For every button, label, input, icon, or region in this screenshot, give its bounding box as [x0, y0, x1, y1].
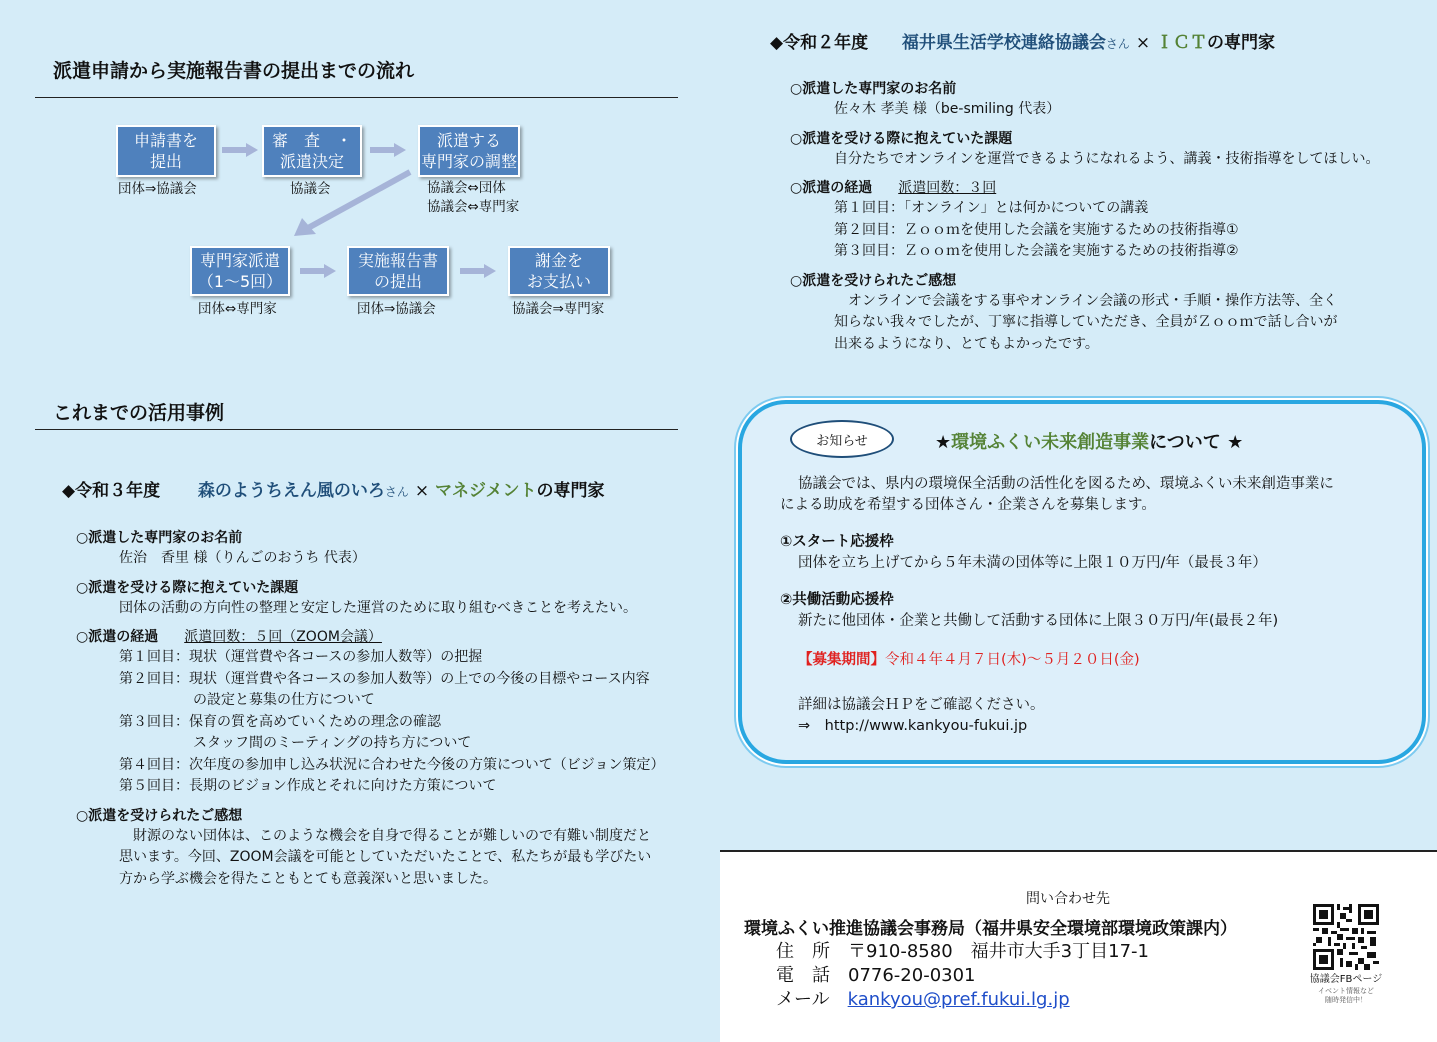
- flow-step-line: 専門家派遣: [199, 251, 280, 270]
- contact-mail-label: メール: [776, 989, 830, 1010]
- case-impression: 財源のない団体は、このような機会を自身で得ることが難しいので有難い制度だと: [119, 827, 651, 844]
- flow-step-apply: [116, 125, 216, 177]
- case-session: 第２回目：現状（運営費や各コースの参加人数等）の上での今後の目標やコース内容: [119, 670, 650, 687]
- contact-tel-label: 電 話: [776, 965, 830, 986]
- flow-step-report: [347, 246, 449, 296]
- notice-tier-text: 団体を立ち上げてから５年未満の団体等に上限１０万円/年（最長３年）: [798, 555, 1267, 571]
- notice-title-suffix: について: [1149, 432, 1221, 453]
- flow-caption: 団体⇒協議会: [357, 301, 436, 317]
- case-impression: 出来るようになり、とてもよかったです。: [834, 335, 1099, 352]
- case-heading: ○派遣を受ける際に抱えていた課題: [790, 130, 1013, 147]
- contact-label: 問い合わせ先: [1026, 891, 1110, 907]
- arrow-diagonal-icon: [290, 168, 415, 240]
- flow-caption: 協議会⇒専門家: [512, 301, 605, 317]
- case-r2-heading: [770, 28, 1275, 53]
- case-expert-name: 佐治 香里 様（りんごのおうち 代表）: [119, 550, 366, 566]
- notice-badge: お知らせ: [790, 420, 894, 458]
- case-san: さん: [384, 485, 409, 499]
- arrow-right-icon: [370, 143, 406, 157]
- notice-title-program: 環境ふくい未来創造事業: [951, 432, 1150, 453]
- flow-step-line: 派遣する: [436, 131, 501, 150]
- notice-period: [780, 650, 1334, 671]
- case-session: 第２回目：Ｚｏｏｍを使用した会議を実施するための技術指導①: [834, 221, 1239, 238]
- star-icon: ★: [1227, 432, 1244, 453]
- qr-sub: イベント情報など: [1318, 987, 1374, 995]
- notice-title: [935, 428, 1243, 454]
- flow-step-line: 実施報告書: [357, 251, 438, 270]
- flow-caption: 団体⇔専門家: [198, 301, 277, 317]
- case-year: ◆令和３年度: [62, 481, 161, 501]
- notice-period-value: 令和４年４月７日(木)～５月２０日(金): [885, 652, 1140, 668]
- case-session: 第４回目：次年度の参加申し込み状況に合わせた今後の方策について（ビジョン策定）: [119, 756, 665, 773]
- case-session: 第１回目：現状（運営費や各コースの参加人数等）の把握: [119, 649, 483, 665]
- qr-sub: 随時発信中！: [1325, 996, 1367, 1004]
- case-session: 第３回目：保育の質を高めていくための理念の確認: [119, 713, 441, 730]
- flow-caption: 団体⇒協議会: [118, 181, 197, 197]
- case-session: 第１回目：「オンライン」とは何かについての講義: [834, 200, 1149, 216]
- case-heading: ○派遣を受ける際に抱えていた課題: [76, 579, 299, 596]
- case-suffix: の専門家: [1207, 33, 1276, 53]
- case-r3-body: [76, 528, 664, 890]
- flow-step-line: （1～5回）: [197, 272, 283, 291]
- case-impression: 思います。今回、ZOOM会議を可能としていただいたことで、私たちが最も学びたい: [119, 849, 652, 865]
- flow-step-line: 謝金を: [534, 251, 583, 270]
- case-times: ×: [1135, 33, 1151, 53]
- case-count: 派遣回数：３回: [898, 180, 997, 196]
- flow-title-rule: [35, 97, 678, 98]
- contact-office: 環境ふくい推進協議会事務局（福井県安全環境部環境政策課内）: [744, 919, 1237, 939]
- flow-step-coordinate: [418, 125, 520, 177]
- notice-box: [738, 400, 1426, 764]
- qr-code-icon[interactable]: [1313, 904, 1379, 970]
- case-field: マネジメント: [435, 481, 537, 501]
- flow-caption: 協議会⇔団体: [427, 180, 506, 196]
- case-count: 派遣回数：５回（ZOOM会議）: [184, 629, 382, 645]
- flow-step-line: お支払い: [526, 272, 591, 291]
- notice-period-label: 【募集期間】: [798, 652, 885, 668]
- case-field: ＩＣＴ: [1156, 33, 1208, 53]
- qr-label: 協議会FBページ: [1309, 974, 1383, 985]
- case-impression: オンラインで会議をする事やオンライン会議の形式・手順・操作方法等、全く: [834, 292, 1338, 309]
- case-issue: 団体の活動の方向性の整理と安定した運営のために取り組むべきことを考えたい。: [119, 599, 637, 616]
- case-heading: ○派遣した専門家のお名前: [76, 530, 243, 546]
- case-session: 第３回目：Ｚｏｏｍを使用した会議を実施するための技術指導②: [834, 243, 1239, 259]
- contact-email-link[interactable]: kankyou@pref.fukui.lg.jp: [847, 989, 1070, 1010]
- flow-step-payment: [508, 246, 610, 296]
- case-impression: 方から学ぶ機会を得たこともとても意義深いと思いました。: [119, 870, 497, 887]
- flow-step-line: 派遣決定: [279, 152, 344, 171]
- star-icon: ★: [935, 432, 952, 453]
- flow-step-line: 専門家の調整: [420, 152, 517, 171]
- notice-tier-text: 新たに他団体・企業と共働して活動する団体に上限３０万円/年(最長２年): [798, 613, 1279, 629]
- flow-caption: 協議会⇔専門家: [427, 199, 520, 215]
- contact-details: [776, 940, 1149, 1012]
- cases-title-rule: [35, 429, 678, 430]
- case-r3-heading: [62, 476, 605, 501]
- case-san: さん: [1105, 37, 1130, 51]
- notice-intro: による助成を希望する団体さん・企業さんを募集します。: [780, 497, 1156, 513]
- flow-step-line: 申請書を: [133, 131, 198, 150]
- case-heading: ○派遣した専門家のお名前: [790, 81, 957, 97]
- notice-url[interactable]: ⇒ http://www.kankyou-fukui.jp: [798, 718, 1028, 734]
- cases-title: これまでの活用事例: [53, 402, 225, 424]
- flow-step-line: 審 査 ・: [271, 131, 352, 150]
- contact-footer: [720, 850, 1437, 1042]
- arrow-right-icon: [300, 264, 336, 278]
- arrow-right-icon: [222, 143, 258, 157]
- case-suffix: の専門家: [536, 481, 605, 501]
- case-expert-name: 佐々木 孝美 様（be-smiling 代表）: [834, 101, 1061, 117]
- notice-detail: 詳細は協議会ＨＰをご確認ください。: [798, 697, 1045, 713]
- case-org: 森のようちえん風のいろ: [197, 481, 385, 501]
- case-impression: 知らない我々でしたが、丁寧に指導していただき、全員がＺｏｏｍで話し合いが: [834, 314, 1338, 330]
- case-session: 第５回目：長期のビジョン作成とそれに向けた方策について: [119, 778, 497, 794]
- case-heading: ○派遣の経過: [76, 629, 159, 645]
- flow-caption: 協議会: [290, 181, 331, 197]
- arrow-right-icon: [460, 264, 496, 278]
- case-times: ×: [414, 481, 430, 501]
- case-heading: ○派遣を受けられたご感想: [76, 807, 243, 824]
- case-heading: ○派遣の経過: [790, 180, 873, 196]
- case-year: ◆令和２年度: [770, 33, 869, 53]
- notice-tier-heading: ①スタート応援枠: [780, 534, 894, 550]
- case-session: スタッフ間のミーティングの持ち方について: [193, 735, 472, 751]
- contact-addr-label: 住 所: [776, 941, 830, 962]
- flow-step-line: 提出: [149, 152, 182, 171]
- case-org: 福井県生活学校連絡協議会: [901, 33, 1106, 53]
- case-r2-body: [790, 79, 1379, 355]
- notice-intro: 協議会では、県内の環境保全活動の活性化を図るため、環境ふくい未来創造事業に: [798, 476, 1334, 492]
- case-heading: ○派遣を受けられたご感想: [790, 272, 957, 289]
- contact-phone: 0776-20-0301: [848, 965, 976, 986]
- notice-tier-heading: ②共働活動応援枠: [780, 592, 894, 608]
- flow-title: 派遣申請から実施報告書の提出までの流れ: [53, 60, 415, 82]
- flow-step-dispatch: [190, 246, 290, 296]
- case-issue: 自分たちでオンラインを運営できるようになれるよう、講義・技術指導をしてほしい。: [834, 150, 1380, 167]
- flow-step-line: の提出: [373, 272, 422, 291]
- notice-body: [780, 474, 1334, 737]
- case-session: の設定と募集の仕方について: [193, 692, 375, 708]
- contact-address: 〒910-8580 福井市大手3丁目17-1: [848, 941, 1149, 962]
